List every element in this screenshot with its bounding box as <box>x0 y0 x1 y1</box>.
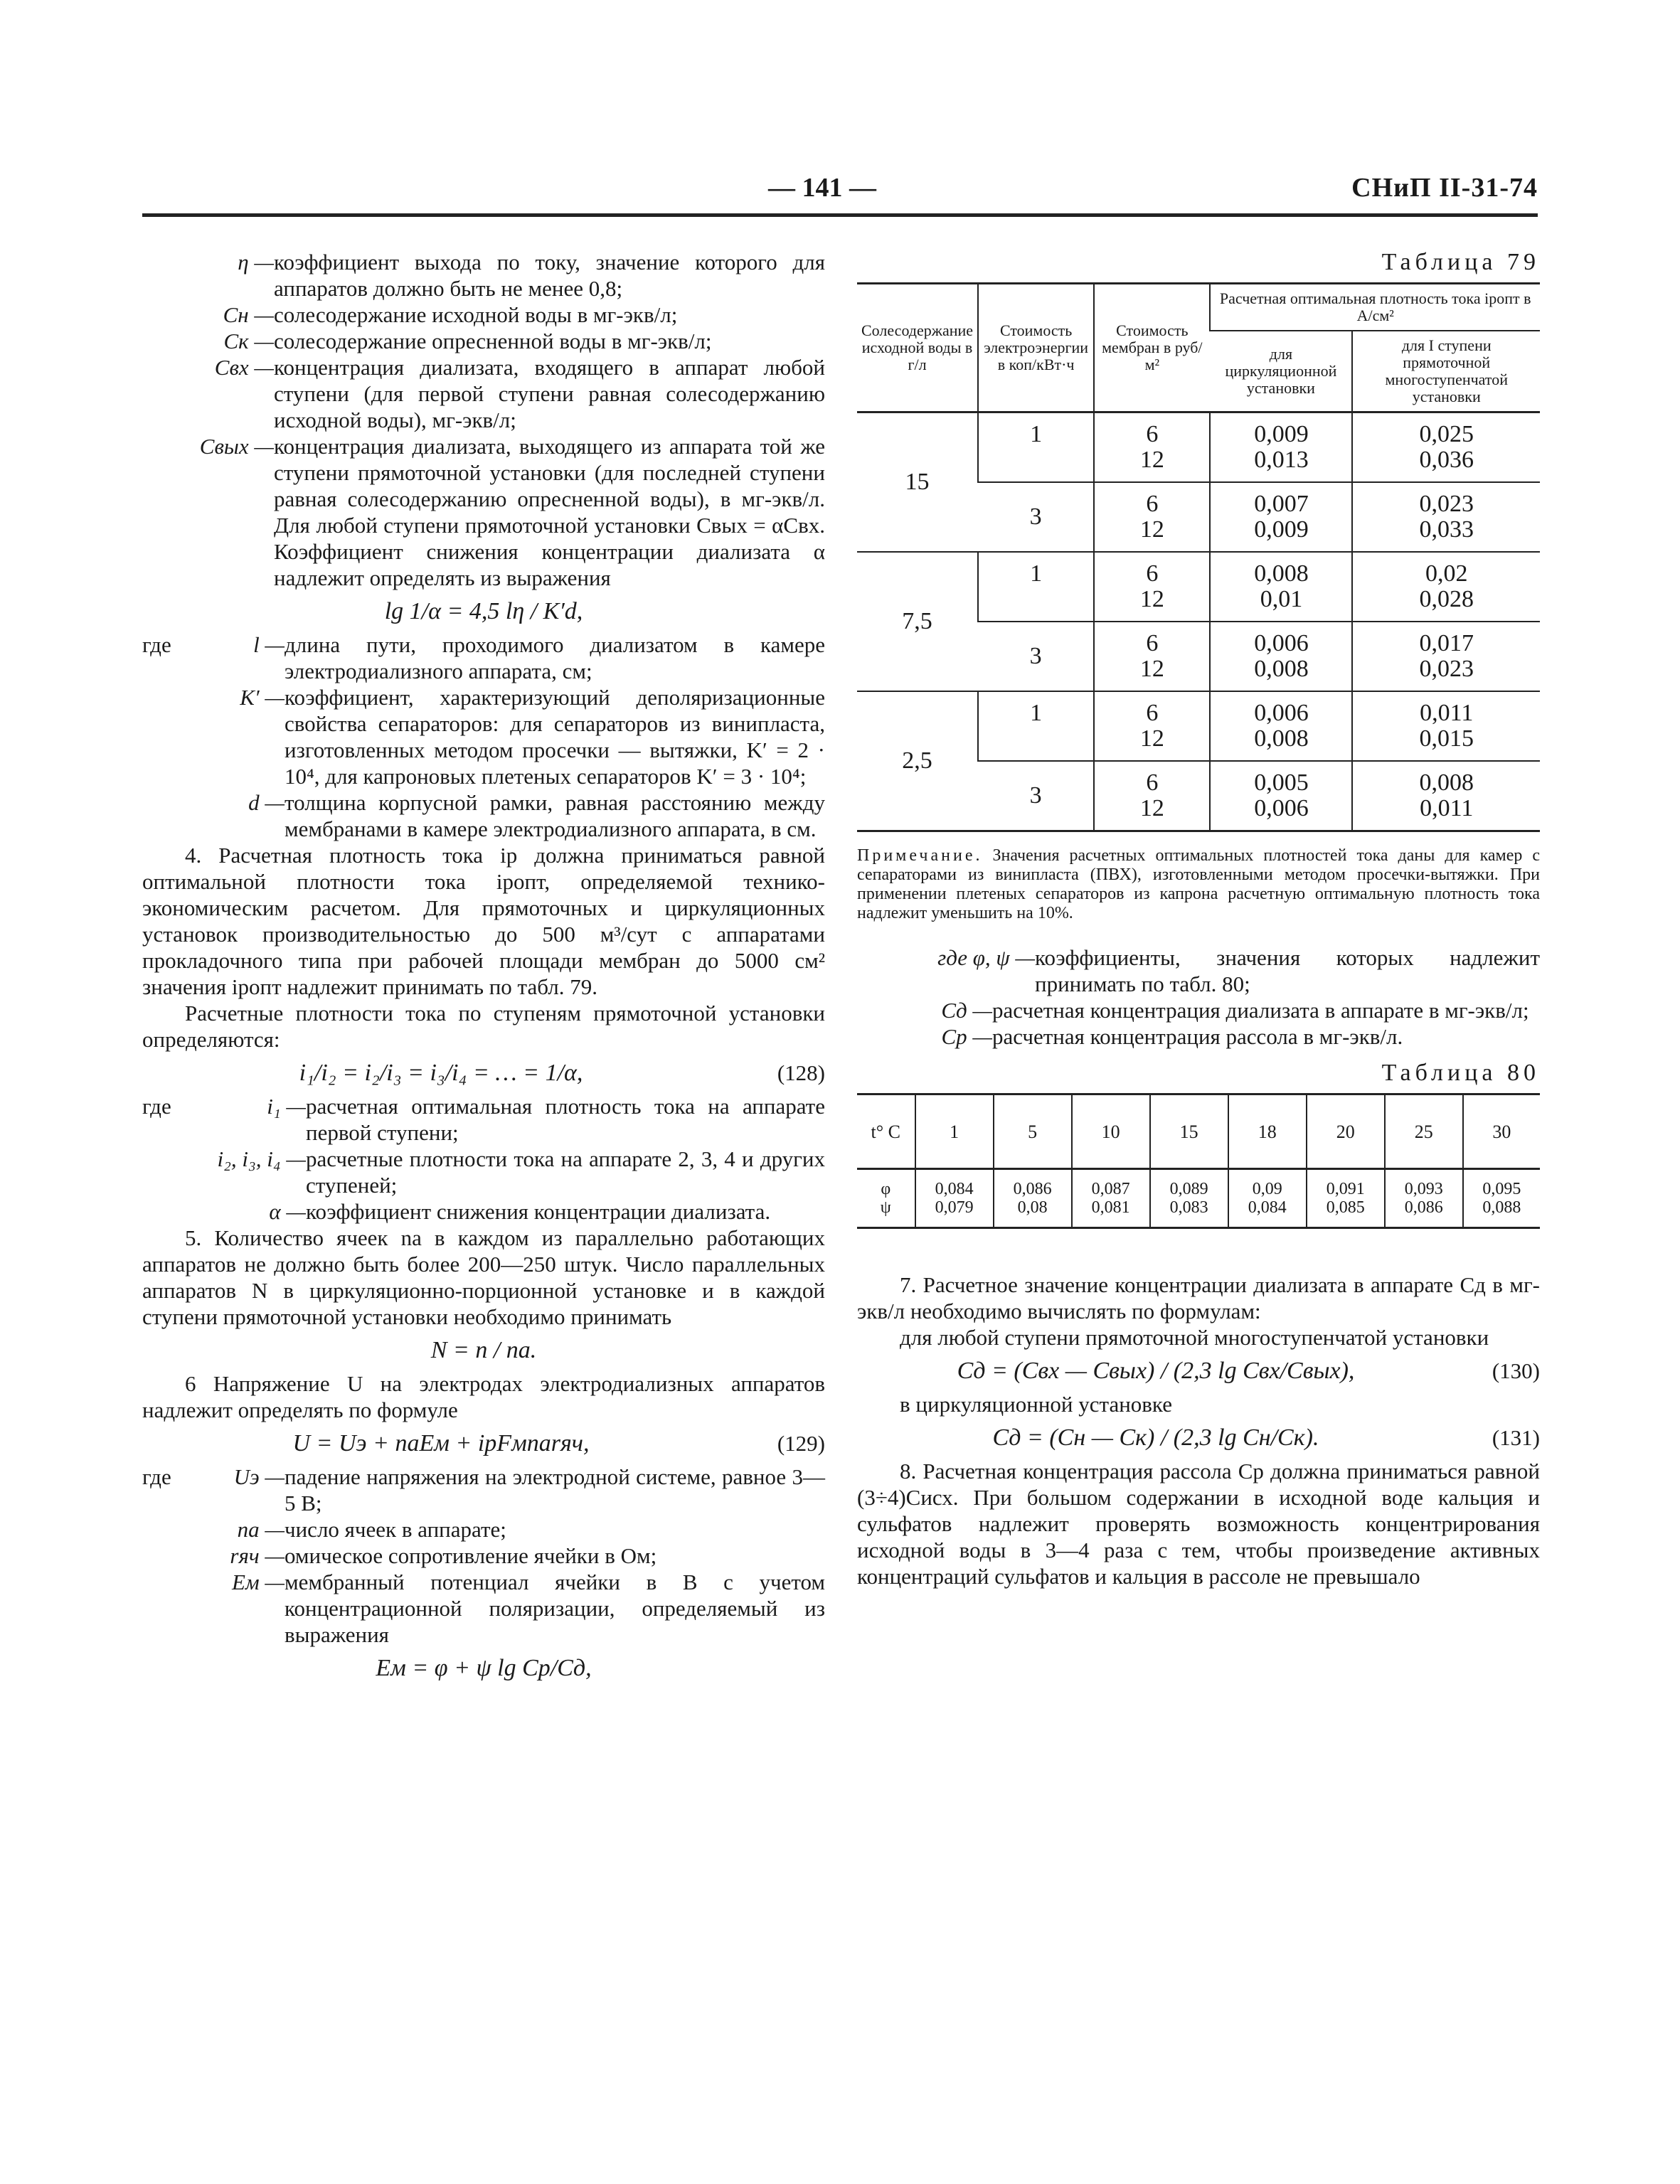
definition-text: концентрация диализата, входящего в аппарат любой ступени (для первой ступени равная солесодержанию исходной воды), мг-экв/л; <box>274 355 825 432</box>
definition-item <box>199 1569 825 1648</box>
definition-item <box>142 302 825 328</box>
definition-text: длина пути, проходимого диализатом в камере электродиализного аппарата, см; <box>285 632 825 683</box>
direct-cell <box>1352 482 1540 552</box>
definition-symbol: d — <box>248 790 285 815</box>
t79-header-salt: Солесодержание исходной воды в г/л <box>857 284 978 412</box>
cell-value: 0,02 <box>1425 560 1468 587</box>
definition-text: концентрация диализата, выходящего из аппарата той же ступени прямоточной установки (для последней ступени равная солесодержанию опресненной воды), в мг-экв/л. Для любой ступени прямоточной установки Cвых = αCвх. Коэффициент снижения концентрации диализата α надлежит определять из выражения <box>274 434 825 590</box>
page-number: — 141 — <box>768 173 876 203</box>
definition-text: расчетная концентрация диализата в аппарате в мг-экв/л; <box>992 998 1529 1023</box>
cell-value: 0,015 <box>1419 725 1474 752</box>
coef-cell <box>1072 1169 1150 1228</box>
formula-128-row <box>142 1060 825 1086</box>
formula-lg-alpha: lg 1/α = 4,5 lη / K′d, <box>384 598 583 624</box>
cell-value: 0,008 <box>1254 656 1309 682</box>
t79-header-membrane: Стоимость мембран в руб/м² <box>1094 284 1210 412</box>
cell-value: 6 <box>1146 700 1159 726</box>
electricity-cell <box>978 482 1094 552</box>
cell-value: 12 <box>1139 795 1164 821</box>
cell-value: 0,084 <box>935 1180 974 1198</box>
electricity-cell <box>978 622 1094 691</box>
definition-text: падение напряжения на электродной системе, равное 3—5 В; <box>285 1464 825 1516</box>
cell-value: 3 <box>1029 504 1042 530</box>
definition-symbol: η — <box>238 250 274 275</box>
salt-cell: 2,5 <box>857 691 978 831</box>
where-label: где <box>142 1464 171 1489</box>
cell-value: 0,08 <box>1017 1198 1048 1217</box>
definition-item <box>857 997 1540 1023</box>
left-column <box>142 249 825 1688</box>
definitions-block-2 <box>199 632 825 842</box>
formula-129-number: (129) <box>777 1431 825 1456</box>
table-79-note <box>857 846 1540 923</box>
cell-value: 0,008 <box>1419 769 1474 796</box>
cell-value: 0,025 <box>1419 421 1474 447</box>
cell-value: 6 <box>1146 560 1159 587</box>
definition-symbol: nа — <box>237 1517 285 1542</box>
cell-value: 12 <box>1139 586 1164 612</box>
definition-symbol: rяч — <box>230 1543 285 1568</box>
table-row <box>857 552 1540 622</box>
direct-cell <box>1352 412 1540 483</box>
cell-value: 0,009 <box>1254 421 1309 447</box>
formula-131-row <box>857 1424 1540 1451</box>
coef-cell <box>1307 1169 1385 1228</box>
cell-value: 0,086 <box>1404 1198 1443 1217</box>
t80-header: 30 <box>1463 1094 1540 1169</box>
cell-value: 6 <box>1146 769 1159 796</box>
electricity-cell <box>978 552 1094 622</box>
cell-value: 0,081 <box>1091 1198 1130 1217</box>
definition-symbol: α — <box>269 1199 306 1224</box>
paragraph-7: 7. Расчетное значение концентрации диализата в аппарате Cд в мг-экв/л необходимо вычислять по формулам: <box>857 1272 1540 1323</box>
membrane-cell <box>1094 691 1210 761</box>
cell-value: 0,005 <box>1254 769 1309 796</box>
electricity-cell <box>978 761 1094 831</box>
definition-symbol: где φ, ψ — <box>937 945 1035 970</box>
formula-130-number: (130) <box>1492 1358 1540 1383</box>
paragraph-6: 6 Напряжение U на электродах электродиализных аппаратов надлежит определять по формуле <box>142 1371 825 1422</box>
header-rule <box>142 213 1538 217</box>
definition-symbol: Cр — <box>941 1024 992 1049</box>
cell-value: 0,006 <box>1254 795 1309 821</box>
cell-value: 0,028 <box>1419 586 1474 612</box>
t80-header: 18 <box>1228 1094 1307 1169</box>
cell-value: 6 <box>1146 491 1159 517</box>
salt-cell: 15 <box>857 412 978 553</box>
cell-value: 0,008 <box>1254 725 1309 752</box>
t79-header-electricity: Стоимость электроэнергии в коп/кВт·ч <box>978 284 1094 412</box>
definition-symbol: Cк — <box>223 329 274 353</box>
membrane-cell <box>1094 761 1210 831</box>
cell-value: 3 <box>1029 643 1042 669</box>
table-79 <box>857 282 1540 832</box>
formula-128: i₁/i₂ = i₂/i₃ = i₃/i₄ = … = 1/α, <box>299 1060 583 1086</box>
direct-cell <box>1352 761 1540 831</box>
circulation-cell <box>1210 622 1352 691</box>
where-label: где <box>142 632 171 657</box>
table-79-body <box>857 412 1540 831</box>
coef-cell <box>1463 1169 1540 1228</box>
electricity-cell <box>978 412 1094 483</box>
paragraph-7a: для любой ступени прямоточной многоступенчатой установки <box>900 1325 1489 1350</box>
direct-cell <box>1352 691 1540 761</box>
cell-value: 0,006 <box>1254 700 1309 726</box>
coef-cell <box>1150 1169 1228 1228</box>
paragraph-4: 4. Расчетная плотность тока iр должна приниматься равной оптимальной плотности тока iропт, определяемой технико-экономическим расчетом. Для прямоточных и циркуляционных установок производительностью до 500 м³/сут с аппаратами прокладочного типа при рабочей площади мембран до 5000 см² значения iропт надлежит принимать по табл. 79. <box>142 843 825 999</box>
cell-value: 1 <box>1030 421 1043 447</box>
definition-text: коэффициент снижения концентрации диализата. <box>306 1199 771 1224</box>
cell-value: 0,083 <box>1169 1198 1208 1217</box>
definition-text: коэффициенты, значения которых надлежит принимать по табл. 80; <box>1035 945 1540 996</box>
cell-value: 6 <box>1146 630 1159 656</box>
coef-label: φ <box>881 1180 891 1198</box>
definition-item <box>199 1516 825 1543</box>
table-79-caption: Таблица 79 <box>1381 249 1540 275</box>
definition-item <box>199 684 825 789</box>
definition-symbol: Cд — <box>941 998 992 1023</box>
definitions-block-1 <box>142 249 825 591</box>
table-row <box>857 412 1540 483</box>
formula-129: U = Uэ + nаEм + iрFмnаrяч, <box>292 1430 590 1456</box>
cell-value: 0,01 <box>1260 586 1303 612</box>
t80-header: 5 <box>994 1094 1072 1169</box>
definition-symbol: Cвх — <box>214 355 274 380</box>
formula-Em: Eм = φ + ψ lg Cр/Cд, <box>376 1655 592 1681</box>
definition-symbol: Cвых — <box>199 434 274 459</box>
definitions-block-3 <box>199 1093 825 1225</box>
cell-value: 0,087 <box>1091 1180 1130 1198</box>
paragraph-5: 5. Количество ячеек nа в каждом из параллельно работающих аппаратов не должно быть более 200—250 штук. Число параллельных аппаратов N в циркуляционно-порционной установке и в каждой ступени прямоточной установки необходимо принимать <box>142 1225 825 1329</box>
membrane-cell <box>1094 552 1210 622</box>
cell-value: 1 <box>1030 560 1043 587</box>
definition-item <box>142 328 825 354</box>
cell-value: 12 <box>1139 725 1164 752</box>
formula-129-row <box>142 1430 825 1456</box>
formula-N: N = n / nа. <box>430 1337 537 1363</box>
electricity-cell <box>978 691 1094 761</box>
membrane-cell <box>1094 482 1210 552</box>
cell-value: 0,017 <box>1419 630 1474 656</box>
definition-text: коэффициент, характеризующий деполяризационные свойства сепараторов: для сепараторов из винипласта, изготовленных методом просечки — вытяжки, K′ = 2 · 10⁴, для капроновых плетеных сепараторов K′ = 3 · 10⁴; <box>285 685 825 789</box>
paragraph-8: 8. Расчетная концентрация рассола Cр должна приниматься равной (3÷4)Cисх. При большом содержании в исходной воде кальция и сульфатов надлежит проверять возможность концентрирования исходной воды в 3—4 раза с тем, чтобы произведение активных концентраций сульфатов и кальция в рассоле не превышало <box>857 1459 1540 1589</box>
t79-header-density: Расчетная оптимальная плотность тока iропт в А/см² <box>1210 284 1540 331</box>
cell-value: 12 <box>1139 656 1164 682</box>
definition-item <box>199 1093 825 1146</box>
cell-value: 0,079 <box>935 1198 974 1217</box>
cell-value: 3 <box>1029 782 1042 809</box>
definition-item <box>199 1198 825 1225</box>
cell-value: 0,09 <box>1252 1180 1282 1198</box>
cell-value: 0,008 <box>1254 560 1309 587</box>
definition-symbol: K′ — <box>240 685 285 710</box>
definition-text: расчетная оптимальная плотность тока на аппарате первой ступени; <box>306 1094 825 1145</box>
cell-value: 0,007 <box>1254 491 1309 517</box>
formula-131-number: (131) <box>1492 1425 1540 1450</box>
cell-value: 0,093 <box>1404 1180 1443 1198</box>
t80-header: 20 <box>1307 1094 1385 1169</box>
t80-header: 1 <box>915 1094 994 1169</box>
definition-text: число ячеек в аппарате; <box>285 1517 506 1542</box>
direct-cell <box>1352 622 1540 691</box>
cell-value: 0,088 <box>1482 1198 1521 1217</box>
cell-value: 0,011 <box>1420 795 1474 821</box>
definition-symbol: i₁ — <box>267 1094 306 1119</box>
table-80-caption: Таблица 80 <box>1381 1060 1540 1086</box>
circulation-cell <box>1210 691 1352 761</box>
direct-cell <box>1352 552 1540 622</box>
definitions-block-4 <box>199 1464 825 1648</box>
coef-cell <box>915 1169 994 1228</box>
definition-item <box>199 1543 825 1569</box>
cell-value: 0,091 <box>1326 1180 1365 1198</box>
definition-phi-psi <box>857 944 1540 997</box>
cell-value: 0,023 <box>1419 656 1474 682</box>
document-code: СНиП II-31-74 <box>1351 173 1538 203</box>
cell-value: 12 <box>1139 447 1164 473</box>
circulation-cell <box>1210 482 1352 552</box>
definition-item <box>857 1023 1540 1050</box>
table-80 <box>857 1093 1540 1229</box>
cell-value: 0,033 <box>1419 516 1474 543</box>
definitions-block-right <box>857 997 1540 1050</box>
membrane-cell <box>1094 622 1210 691</box>
coef-label: ψ <box>880 1198 891 1217</box>
cell-value: 1 <box>1030 700 1043 726</box>
circulation-cell <box>1210 412 1352 483</box>
cell-value: 0,084 <box>1248 1198 1287 1217</box>
definition-item <box>199 632 825 684</box>
definition-text: солесодержание исходной воды в мг-экв/л; <box>274 302 678 327</box>
formula-130: Cд = (Cвх — Cвых) / (2,3 lg Cвх/Cвых), <box>957 1358 1355 1384</box>
definition-item <box>142 433 825 591</box>
cell-value: 0,023 <box>1419 491 1474 517</box>
formula-130-row <box>857 1358 1540 1384</box>
definition-text: расчетные плотности тока на аппарате 2, 3, 4 и других ступеней; <box>306 1146 825 1198</box>
salt-cell: 7,5 <box>857 552 978 691</box>
t80-header: 10 <box>1072 1094 1150 1169</box>
circulation-cell <box>1210 552 1352 622</box>
definition-text: толщина корпусной рамки, равная расстоянию между мембранами в камере электродиализного аппарата, в см. <box>285 790 825 841</box>
right-column <box>857 249 1540 1589</box>
definition-symbol: i₂, i₃, i₄ — <box>217 1146 306 1171</box>
definition-item <box>142 354 825 433</box>
formula-131: Cд = (Cн — Cк) / (2,3 lg Cн/Cк). <box>992 1424 1319 1451</box>
cell-value: 6 <box>1146 421 1159 447</box>
table-row <box>857 1169 1540 1228</box>
cell-value: 0,095 <box>1482 1180 1521 1198</box>
definition-symbol: l — <box>253 632 285 657</box>
note-label: Примечание. <box>857 846 983 865</box>
definition-symbol: Uэ — <box>233 1464 285 1489</box>
definition-item <box>142 249 825 302</box>
t79-header-circulation: для циркуляционной установки <box>1210 331 1352 412</box>
cell-value: 0,009 <box>1254 516 1309 543</box>
cell-value: 0,086 <box>1013 1180 1052 1198</box>
coef-cell <box>994 1169 1072 1228</box>
membrane-cell <box>1094 412 1210 483</box>
paragraph-4b: Расчетные плотности тока по ступеням прямоточной установки определяются: <box>142 1001 825 1052</box>
coef-cell <box>1228 1169 1307 1228</box>
t79-header-direct: для I ступени прямоточной многоступенчатой установки <box>1352 331 1540 412</box>
cell-value: 0,036 <box>1419 447 1474 473</box>
formula-128-number: (128) <box>777 1060 825 1085</box>
cell-value: 0,006 <box>1254 630 1309 656</box>
definition-text: омическое сопротивление ячейки в Ом; <box>285 1543 657 1568</box>
note-text: Значения расчетных оптимальных плотностей тока даны для камер с сепараторами из винипласта (ПВХ), изготовленными методом просечки-вытяжки. При применении плетеных сепараторов из капрона расчетную оптимальную плотность тока надлежит уменьшить на 10%. <box>857 846 1540 922</box>
cell-value: 12 <box>1139 516 1164 543</box>
definition-text: мембранный потенциал ячейки в В с учетом концентрационной поляризации, определяемый из выражения <box>285 1570 825 1647</box>
definition-item <box>199 1464 825 1516</box>
t80-header: t° C <box>857 1094 915 1169</box>
cell-value: 0,085 <box>1326 1198 1365 1217</box>
where-label: где <box>142 1094 171 1119</box>
definition-symbol: Eм — <box>231 1570 285 1594</box>
paragraph-7b: в циркуляционной установке <box>900 1392 1172 1417</box>
definition-item <box>199 789 825 842</box>
t80-header: 15 <box>1150 1094 1228 1169</box>
cell-value: 0,013 <box>1254 447 1309 473</box>
definition-text: расчетная концентрация рассола в мг-экв/л. <box>992 1024 1403 1049</box>
cell-value: 0,089 <box>1169 1180 1208 1198</box>
t80-header: 25 <box>1385 1094 1463 1169</box>
coef-cell <box>1385 1169 1463 1228</box>
table-row <box>857 691 1540 761</box>
definition-item <box>199 1146 825 1198</box>
coef-labels <box>857 1169 915 1228</box>
definition-text: солесодержание опресненной воды в мг-экв/л; <box>274 329 712 353</box>
definition-text: коэффициент выхода по току, значение которого для аппаратов должно быть не менее 0,8; <box>274 250 825 301</box>
cell-value: 0,011 <box>1420 700 1474 726</box>
definition-symbol: Cн — <box>223 302 274 327</box>
circulation-cell <box>1210 761 1352 831</box>
